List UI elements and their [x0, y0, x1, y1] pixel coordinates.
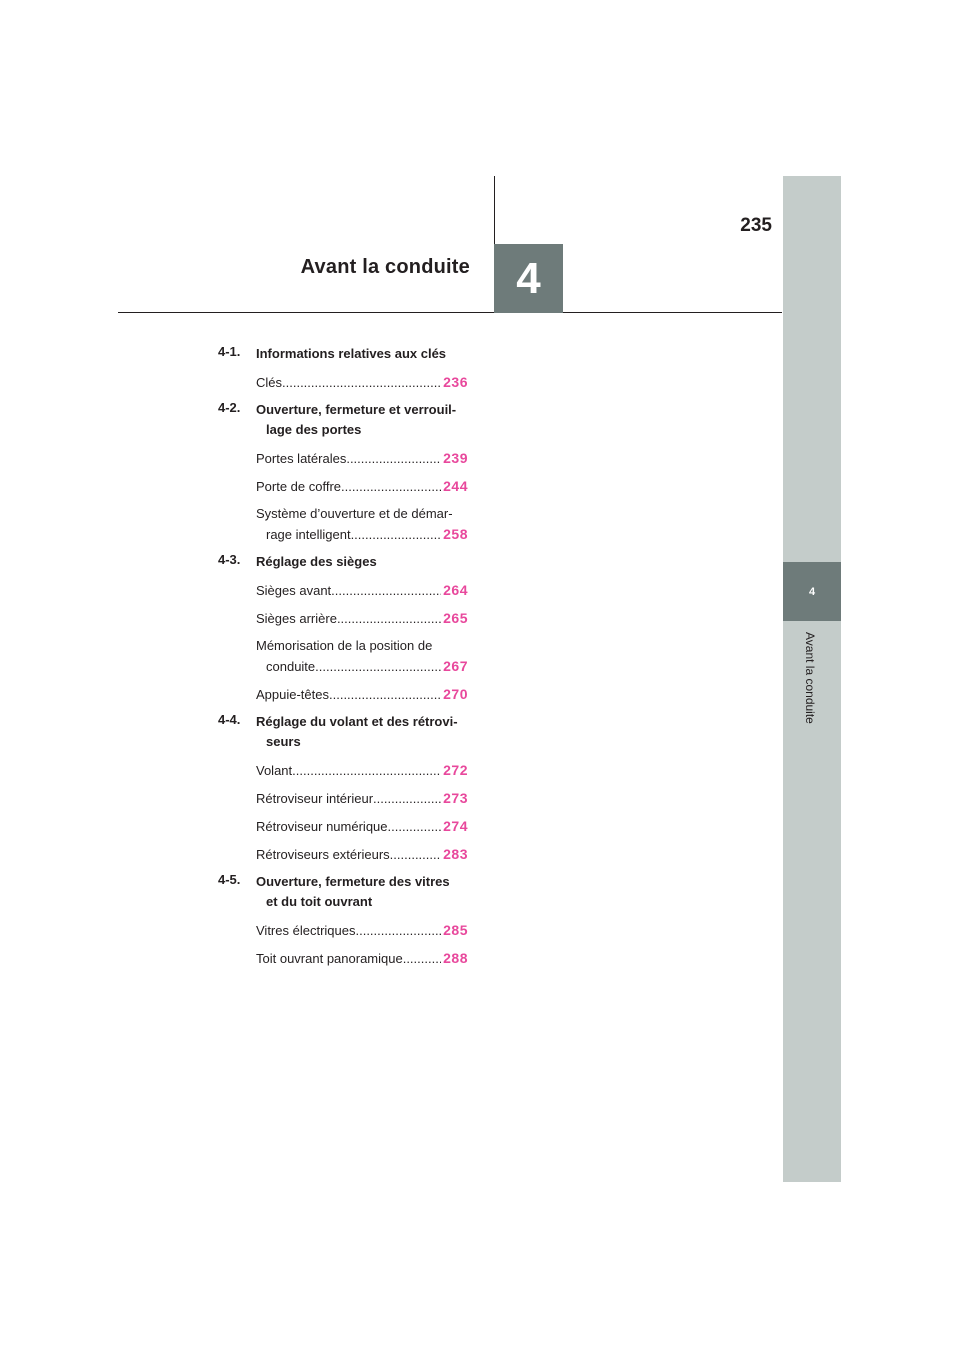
- entry-label-first-line: Système d’ouverture et de démar-: [256, 506, 453, 521]
- section-number: 4-4.: [218, 712, 241, 727]
- section-number: 4-1.: [218, 344, 241, 359]
- dot-leader: [292, 761, 441, 781]
- entry-label: Rétroviseur numérique: [256, 819, 388, 834]
- toc-entry[interactable]: [256, 636, 468, 677]
- toc-entry[interactable]: [256, 788, 468, 809]
- section-title: Informations relatives aux clés: [256, 346, 447, 361]
- table-of-contents: [218, 344, 468, 976]
- toc-section: [218, 872, 468, 912]
- page-link[interactable]: 272: [443, 762, 468, 778]
- page-number: 235: [740, 215, 772, 236]
- toc-section: [218, 712, 468, 752]
- entry-label: Toit ouvrant panoramique: [256, 951, 403, 966]
- entry-label: Vitres électriques: [256, 923, 356, 938]
- toc-entry[interactable]: [256, 608, 468, 629]
- section-title: Réglage des sièges: [256, 554, 377, 569]
- dot-leader: [329, 685, 441, 705]
- section-title: Ouverture, fermeture et verrouil- lage des portes: [256, 402, 457, 437]
- side-chapter-label: Avant la conduite: [803, 632, 817, 724]
- page-link[interactable]: 274: [443, 818, 468, 834]
- dot-leader: [373, 789, 441, 809]
- entry-label: Portes latérales: [256, 451, 347, 466]
- page-link[interactable]: 265: [443, 610, 468, 626]
- toc-entry[interactable]: [256, 816, 468, 837]
- dot-leader: [331, 581, 441, 601]
- dot-leader: [388, 817, 442, 837]
- dot-leader: [403, 949, 441, 969]
- entry-label: Appuie-têtes: [256, 687, 329, 702]
- chapter-title: Avant la conduite: [300, 256, 470, 278]
- dot-leader: [390, 845, 441, 865]
- section-title: Réglage du volant et des rétrovi- seurs: [256, 714, 458, 749]
- page-link[interactable]: 285: [443, 922, 468, 938]
- dot-leader: [355, 921, 441, 941]
- toc-entry[interactable]: [256, 372, 468, 393]
- page-link[interactable]: 244: [443, 478, 468, 494]
- entry-label: conduite: [266, 659, 316, 674]
- side-chapter-tab[interactable]: 4: [783, 562, 841, 621]
- dot-leader: [341, 477, 441, 497]
- dot-leader: [337, 609, 441, 629]
- dot-leader: [315, 657, 441, 677]
- toc-section: [218, 344, 468, 364]
- toc-entry[interactable]: [256, 760, 468, 781]
- toc-entry[interactable]: [256, 448, 468, 469]
- page-link[interactable]: 283: [443, 846, 468, 862]
- entry-label: Porte de coffre: [256, 479, 342, 494]
- entry-label: rage intelligent: [266, 527, 351, 542]
- dot-leader: [282, 373, 441, 393]
- toc-entry[interactable]: [256, 476, 468, 497]
- entry-label-first-line: Mémorisation de la position de: [256, 638, 433, 653]
- page-link[interactable]: 267: [443, 658, 468, 674]
- header-horizontal-rule: [118, 312, 782, 313]
- page-link[interactable]: 258: [443, 526, 468, 542]
- toc-section: [218, 400, 468, 440]
- entry-label: Rétroviseurs extérieurs: [256, 847, 390, 862]
- page-link[interactable]: 270: [443, 686, 468, 702]
- entry-label: Sièges avant: [256, 583, 332, 598]
- entry-label: Rétroviseur intérieur: [256, 791, 374, 806]
- entry-label: Volant: [256, 763, 293, 778]
- toc-entry[interactable]: [256, 504, 468, 545]
- page-link[interactable]: 288: [443, 950, 468, 966]
- section-number: 4-5.: [218, 872, 241, 887]
- page-link[interactable]: 239: [443, 450, 468, 466]
- page-link[interactable]: 273: [443, 790, 468, 806]
- section-number: 4-2.: [218, 400, 241, 415]
- dot-leader: [351, 525, 442, 545]
- section-title: Ouverture, fermeture des vitres et du toit ouvrant: [256, 874, 450, 909]
- entry-label: Sièges arrière: [256, 611, 337, 626]
- entry-label: Clés: [256, 375, 283, 390]
- page-link[interactable]: 264: [443, 582, 468, 598]
- page-link[interactable]: 236: [443, 374, 468, 390]
- toc-entry[interactable]: [256, 580, 468, 601]
- toc-entry[interactable]: [256, 684, 468, 705]
- section-number: 4-3.: [218, 552, 241, 567]
- toc-section: [218, 552, 468, 572]
- header-vertical-rule: [494, 176, 495, 244]
- toc-entry[interactable]: [256, 844, 468, 865]
- toc-entry[interactable]: [256, 920, 468, 941]
- dot-leader: [346, 449, 441, 469]
- chapter-number-box: 4: [494, 244, 563, 313]
- toc-entry[interactable]: [256, 948, 468, 969]
